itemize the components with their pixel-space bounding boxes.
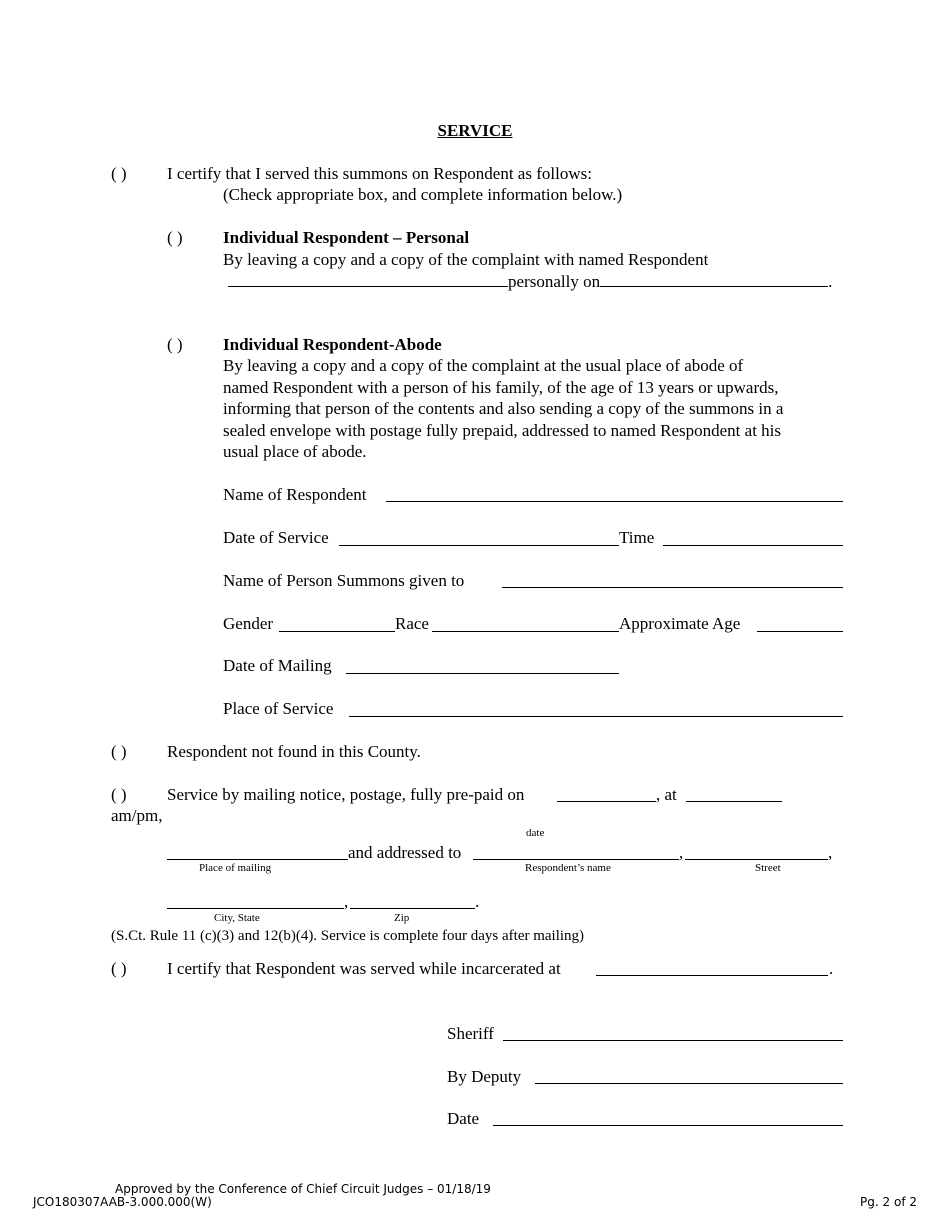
abode-line: named Respondent with a person of his family, of the age of 13 years or upwards, — [223, 377, 779, 397]
personal-respondent-field[interactable] — [228, 271, 508, 287]
signature-date-field[interactable] — [493, 1125, 843, 1126]
respondent-name-label: Respondent’s name — [525, 862, 611, 874]
sheriff-signature-field[interactable] — [503, 1040, 843, 1041]
mailing-date-field[interactable] — [557, 801, 656, 802]
abode-line: sealed envelope with postage fully prepaid, addressed to named Respondent at his — [223, 420, 782, 440]
abode-line: informing that person of the contents and also sending a copy of the summons in a — [223, 399, 784, 418]
date-of-service-field[interactable] — [339, 545, 619, 546]
city-state-label: City, State — [214, 912, 260, 924]
page-title: SERVICE — [437, 121, 513, 140]
deputy-signature-field[interactable] — [535, 1083, 843, 1084]
street-label: Street — [755, 862, 781, 874]
gender-label: Gender — [223, 614, 274, 633]
personal-text: By leaving a copy and a copy of the complaint with named Respondent — [223, 250, 709, 269]
name-of-respondent-field[interactable] — [386, 501, 843, 502]
race-field[interactable] — [432, 631, 619, 632]
footer-page-number: Pg. 2 of 2 — [860, 1195, 917, 1209]
incarcerated-period: . — [829, 959, 834, 978]
personal-date-field[interactable] — [600, 271, 828, 287]
certify-note: (Check appropriate box, and complete information below.) — [223, 185, 623, 204]
rule-citation: (S.Ct. Rule 11 (c)(3) and 12(b)(4). Service is complete four days after mailing) — [111, 928, 585, 944]
abode-line: usual place of abode. — [223, 442, 367, 461]
abode-checkbox[interactable]: ( ) — [167, 335, 183, 354]
addressed-to-label: and addressed to — [348, 843, 462, 862]
certify-text: I certify that I served this summons on Respondent as follows: — [167, 164, 592, 183]
personal-checkbox[interactable]: ( ) — [167, 228, 183, 247]
date-label: Date — [447, 1109, 480, 1128]
date-of-mailing-field[interactable] — [346, 673, 619, 674]
abode-heading: Individual Respondent-Abode — [223, 335, 442, 354]
personal-heading: Individual Respondent – Personal — [223, 228, 470, 247]
city-state-field[interactable] — [167, 908, 344, 909]
zip-field[interactable] — [350, 908, 475, 909]
race-label: Race — [395, 614, 429, 633]
not-found-checkbox[interactable]: ( ) — [111, 742, 127, 761]
personal-period: . — [828, 272, 833, 291]
incarcerated-location-field[interactable] — [596, 975, 828, 976]
gender-field[interactable] — [279, 631, 395, 632]
place-of-mailing-label: Place of mailing — [199, 862, 272, 874]
approximate-age-field[interactable] — [757, 631, 843, 632]
respondent-name-field[interactable] — [473, 859, 679, 860]
mailing-comma: , — [679, 843, 684, 862]
mailing-time-field[interactable] — [686, 801, 782, 802]
place-of-mailing-field[interactable] — [167, 859, 348, 860]
mailing-at-label: , at — [656, 785, 677, 804]
mailing-ampm: am/pm, — [111, 806, 163, 825]
date-of-service-label: Date of Service — [223, 528, 329, 547]
abode-line: By leaving a copy and a copy of the complaint at the usual place of abode of — [223, 356, 744, 375]
footer-approved: Approved by the Conference of Chief Circuit Judges – 01/18/19 — [115, 1182, 491, 1196]
incarcerated-checkbox[interactable]: ( ) — [111, 959, 127, 978]
place-of-service-label: Place of Service — [223, 699, 334, 718]
mailing-text: Service by mailing notice, postage, fully pre-paid on — [167, 785, 525, 804]
not-found-text: Respondent not found in this County. — [167, 742, 421, 761]
sheriff-label: Sheriff — [447, 1024, 494, 1043]
place-of-service-field[interactable] — [349, 716, 843, 717]
mailing-date-label: date — [526, 827, 545, 839]
time-label: Time — [619, 528, 655, 547]
personal-line — [228, 271, 832, 292]
street-field[interactable] — [685, 859, 828, 860]
mailing-comma: , — [828, 843, 833, 862]
name-of-person-field[interactable] — [502, 587, 843, 588]
by-deputy-label: By Deputy — [447, 1067, 522, 1086]
certify-checkbox[interactable]: ( ) — [111, 164, 127, 183]
name-of-person-label: Name of Person Summons given to — [223, 571, 465, 590]
name-of-respondent-label: Name of Respondent — [223, 485, 367, 504]
personal-on-label: personally on — [508, 272, 601, 291]
date-of-mailing-label: Date of Mailing — [223, 656, 332, 675]
mailing-period: . — [475, 892, 480, 911]
mailing-comma: , — [344, 892, 349, 911]
zip-label: Zip — [394, 912, 410, 924]
footer-form-code: JCO180307AAB-3.000.000(W) — [33, 1195, 212, 1209]
approximate-age-label: Approximate Age — [619, 614, 741, 633]
incarcerated-text: I certify that Respondent was served while incarcerated at — [167, 959, 561, 978]
mailing-checkbox[interactable]: ( ) — [111, 785, 127, 804]
time-field[interactable] — [663, 545, 843, 546]
